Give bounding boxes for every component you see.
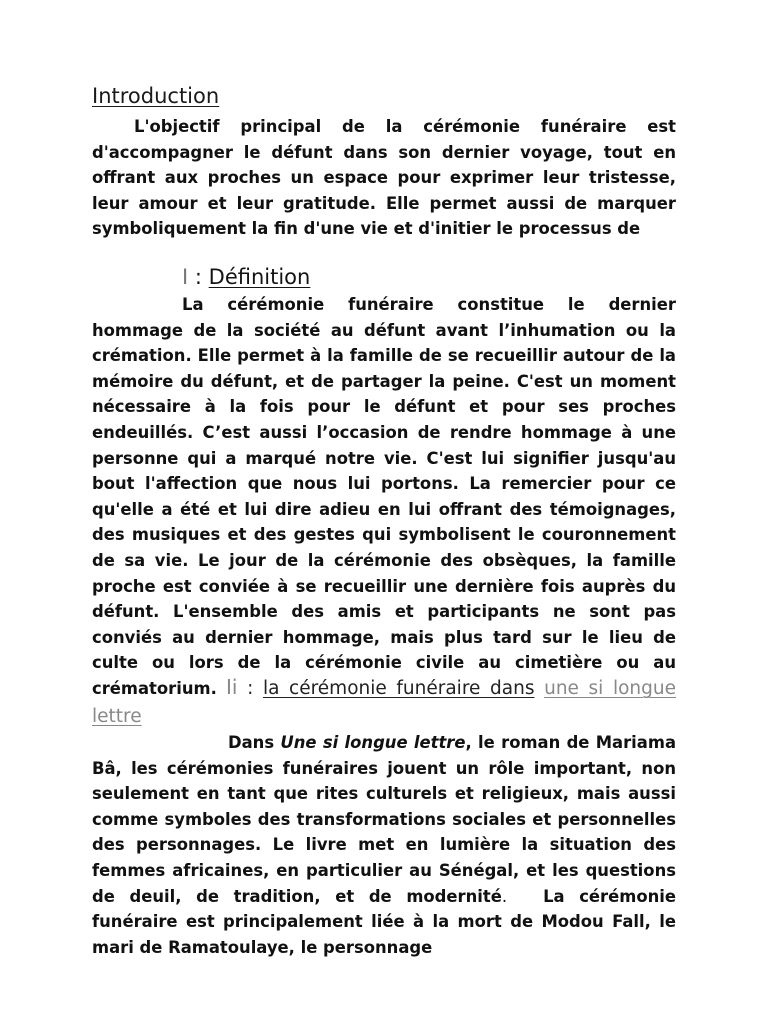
- section2-tail: La cérémonie funéraire est principalement liée à la mort de Modou Fall, le mari de Ramatoulaye, le personnage: [92, 886, 676, 957]
- definition-title: Définition: [208, 265, 311, 289]
- section2-main: , le roman de Mariama Bâ, les cérémonies funéraires jouent un rôle important, non seulement en tant que rites culturels et religieux, mais aussi comme symboles des transformations sociales et personnelles des personnages. Le livre met en lumière la situation des femmes africaines, en particulier au Sénégal, et les questions de deuil, de tradition, et de modernité: [92, 733, 677, 906]
- book-title: Une si longue lettre: [280, 733, 466, 752]
- section2-title-part2: une si longue lettre: [92, 678, 676, 727]
- introduction-text: L'objectif principal de la cérémonie funéraire est d'accompagner le défunt dans son dernier voyage, tout en offrant aux proches un espace pour exprimer leur tristesse, leur amour et leur gratitude. Elle permet aussi de marquer symboliquement la fin d'une vie et d'initier le processus de: [92, 117, 676, 239]
- section2-title-part1: la cérémonie funéraire dans: [262, 678, 535, 699]
- section2-paragraph: [92, 730, 676, 960]
- section2-separator: :: [247, 678, 254, 699]
- introduction-heading: Introduction: [92, 84, 220, 108]
- definition-separator: :: [194, 265, 202, 289]
- definition-paragraph: [92, 292, 676, 702]
- definition-number: I: [182, 265, 189, 289]
- section2-dot: .: [501, 886, 508, 906]
- definition-text: La cérémonie funéraire constitue le dernier hommage de la société au défunt avant l’inhumation ou la crémation. Elle permet à la famille de se recueillir autour de la mémoire du défunt, et de partager la peine. C'est un moment nécessaire à la fois pour le défunt et pour ses proches endeuillés. C’est aussi l’occasion de rendre hommage à une personne qui a marqué notre vie. C'est lui signifier jusqu'au bout l'affection que nous lui portons. La remercier pour ce qu'elle a été et lui dire adieu en lui offrant des témoignages, des musiques et des gestes qui symbolisent le couronnement de sa vie. Le jour de la cérémonie des obsèques, la famille proche est conviée à se recueillir une dernière fois auprès du défunt. L'ensemble des amis et participants ne sont pas conviés au dernier hommage, mais plus tard sur le lieu de culte ou lors de la cérémonie civile au cimetière ou au crématorium.: [92, 295, 676, 698]
- section2-lead: Dans: [228, 733, 275, 752]
- section2-number: Ii: [226, 675, 238, 699]
- introduction-paragraph: [92, 114, 676, 242]
- section2-heading: [92, 673, 676, 731]
- definition-heading: [182, 265, 310, 289]
